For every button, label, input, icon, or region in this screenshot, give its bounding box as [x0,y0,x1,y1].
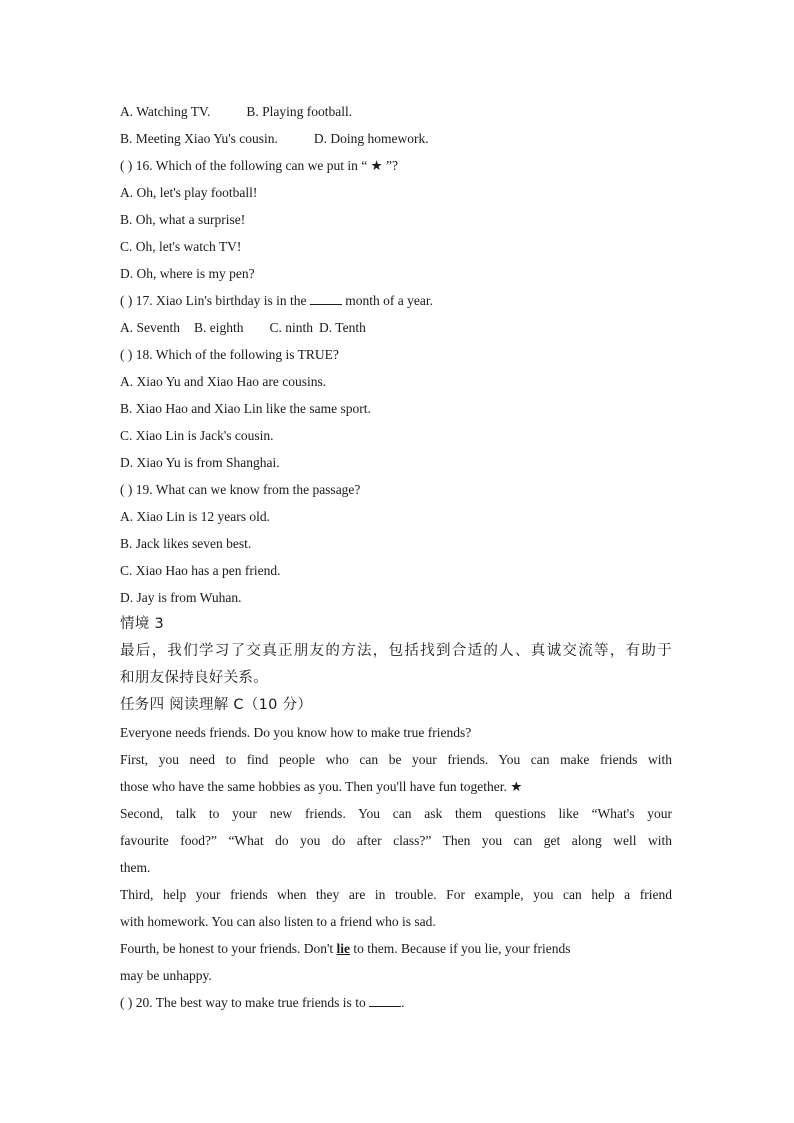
passage-line-9-end: to them. Because if you lie, your friends [353,941,571,956]
q20-stem-start: ( ) 20. The best way to make true friends is to [120,995,366,1010]
q17-stem-start: ( ) 17. Xiao Lin's birthday is in the [120,293,307,308]
q15-option-d: D. Doing homework. [313,131,429,146]
q20-stem-end: . [401,995,405,1010]
q17-option-d: D. Tenth [319,320,366,335]
passage-line-9-start: Fourth, be honest to your friends. Don't [120,941,334,956]
q16-option-c: C. Oh, let's watch TV! [120,239,242,254]
passage-line-8: with homework. You can also listen to a friend who is sad. [120,914,436,929]
q19-stem: ( ) 19. What can we know from the passage? [120,482,361,497]
q17-stem-end: month of a year. [345,293,434,308]
passage-line-10: may be unhappy. [120,968,212,983]
q19-option-a: A. Xiao Lin is 12 years old. [120,509,270,524]
q19-option-c: C. Xiao Hao has a pen friend. [120,563,281,578]
q15-options-row-1 [120,98,672,125]
q17-stem [120,287,672,314]
passage-line-6: them. [120,860,151,875]
q18-stem: ( ) 18. Which of the following is TRUE? [120,347,339,362]
worksheet-page [120,98,672,1016]
q20-stem [120,989,672,1016]
passage-line-7: Third, help your friends when they are in trouble. For example, you can help a friend [120,887,672,902]
q17-option-b: B. eighth [194,320,244,335]
q18-option-a: A. Xiao Yu and Xiao Hao are cousins. [120,374,327,389]
passage-line-2: First, you need to find people who can be your friends. You can make friends with [120,752,672,767]
q17-option-c: C. ninth [269,320,314,335]
q15-options-row-2 [120,125,672,152]
situation-3-intro-line-1: 最后，我们学习了交真正朋友的方法，包括找到合适的人、真诚交流等，有助于 [120,643,672,659]
q19-option-b: B. Jack likes seven best. [120,536,252,551]
passage-line-3: those who have the same hobbies as you. Then you'll have fun together. ★ [120,779,523,794]
q16-option-a: A. Oh, let's play football! [120,185,258,200]
q18-option-d: D. Xiao Yu is from Shanghai. [120,455,280,470]
passage-line-9 [120,935,672,962]
q15-option-b: B. Playing football. [246,104,353,119]
q18-option-b: B. Xiao Hao and Xiao Lin like the same sport. [120,401,371,416]
passage-line-5: favourite food?” “What do you do after class?” Then you can get along well with [120,833,672,848]
q15-option-c: B. Meeting Xiao Yu's cousin. [120,131,278,146]
q17-blank [310,290,342,305]
q15-option-a: A. Watching TV. [120,104,211,119]
q17-options [120,314,672,341]
task-4-heading: 任务四 阅读理解 C（10 分） [120,697,313,713]
q16-option-d: D. Oh, where is my pen? [120,266,255,281]
highlighted-word-lie: lie [336,941,351,956]
q20-blank [369,992,401,1007]
q18-option-c: C. Xiao Lin is Jack's cousin. [120,428,274,443]
q17-option-a: A. Seventh [120,320,180,335]
situation-3-title: 情境 3 [120,616,165,632]
q19-option-d: D. Jay is from Wuhan. [120,590,242,605]
q16-stem: ( ) 16. Which of the following can we put in “ ★ ”? [120,158,399,173]
passage-line-4: Second, talk to your new friends. You can ask them questions like “What's your [120,806,672,821]
passage-line-1: Everyone needs friends. Do you know how to make true friends? [120,725,472,740]
situation-3-intro-line-2: 和朋友保持良好关系。 [120,670,268,686]
q16-option-b: B. Oh, what a surprise! [120,212,246,227]
